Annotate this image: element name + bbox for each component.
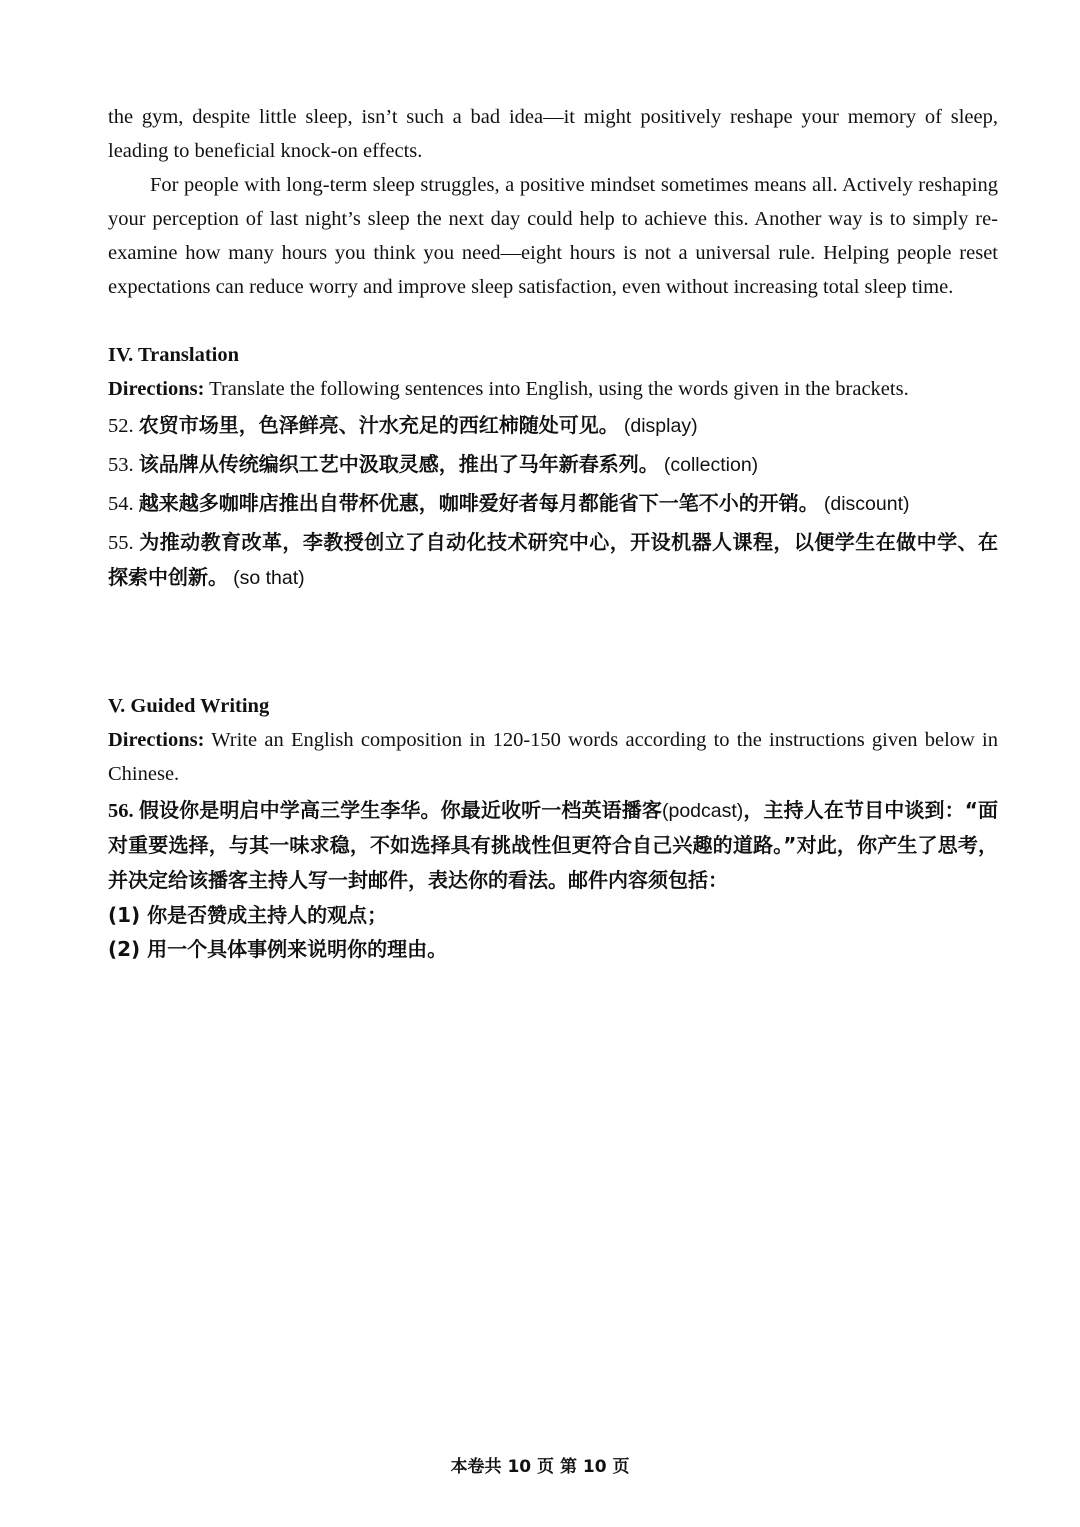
translation-directions-text: Translate the following sentences into English, using the words given in the brackets.: [204, 378, 909, 400]
guided-writing-directions-label: Directions:: [108, 729, 205, 751]
item-keyword: (collection): [663, 454, 759, 476]
item-keyword: (display): [623, 415, 698, 437]
translation-item-53: [108, 447, 998, 482]
item-number: 52.: [108, 415, 134, 437]
item-keyword: (so that): [233, 567, 305, 589]
writing-point-1: (1) 你是否赞成主持人的观点；: [108, 903, 388, 927]
page-footer: 本卷共 10 页 第 10 页: [450, 1457, 630, 1477]
writing-point-2: (2) 用一个具体事例来说明你的理由。: [108, 937, 448, 961]
item-chinese-text: 该品牌从传统编织工艺中汲取灵感，推出了马年新春系列。: [138, 452, 659, 476]
prompt-text-part-b: ，主持人在节目中谈到：“面对重要选择，与其一味求稳，不如选择具有挑战性但更符合自己兴趣的道路。”对此，你产生了思考，并决定给该播客主持人写一封邮件，表达你的看法。邮件内容须包括：: [108, 798, 999, 892]
item-number: 54.: [108, 493, 134, 515]
prompt-text-part-a: 假设你是明启中学高三学生李华。你最近收听一档英语播客: [138, 798, 662, 822]
translation-directions-label: Directions:: [108, 378, 205, 400]
continuation-paragraph: the gym, despite little sleep, isn’t such a bad idea—it might positively reshape your memory of sleep, leading to beneficial knock-on effects.: [108, 106, 998, 162]
item-number: 55.: [108, 532, 134, 554]
item-chinese-text: 越来越多咖啡店推出自带杯优惠，咖啡爱好者每月都能省下一笔不小的开销。: [138, 491, 819, 515]
translation-item-52: [108, 408, 998, 443]
page-content: [108, 100, 998, 966]
guided-writing-directions-text: Write an English composition in 120-150 words according to the instructions given below in Chinese.: [108, 729, 998, 785]
item-chinese-text: 为推动教育改革，李教授创立了自动化技术研究中心，开设机器人课程，以便学生在做中学、在探索中创新。: [108, 530, 999, 589]
translation-item-55: [108, 525, 998, 595]
translation-directions: [108, 372, 998, 406]
translation-section-title: IV. Translation: [108, 344, 240, 366]
mindset-paragraph: For people with long-term sleep struggles, a positive mindset sometimes means all. Actively reshaping your perception of last night’s sleep the next day could help to achieve this. Another way is to simply re-examine how many hours you think you need—eight hours is not a universal rule. Helping people reset expectations can reduce worry and improve sleep satisfaction, even without increasing total sleep time.: [108, 174, 998, 298]
item-chinese-text: 农贸市场里，色泽鲜亮、汁水充足的西红柿随处可见。: [138, 413, 619, 437]
item-number: 53.: [108, 454, 134, 476]
guided-writing-section-title: V. Guided Writing: [108, 695, 270, 717]
spacer: [108, 304, 998, 338]
item-keyword: (discount): [823, 493, 910, 515]
spacer: [108, 595, 998, 689]
writing-prompt-56: [108, 793, 998, 898]
item-number: 56.: [108, 800, 134, 822]
prompt-keyword: (podcast): [662, 800, 744, 822]
translation-item-54: [108, 486, 998, 521]
guided-writing-directions: [108, 723, 998, 791]
